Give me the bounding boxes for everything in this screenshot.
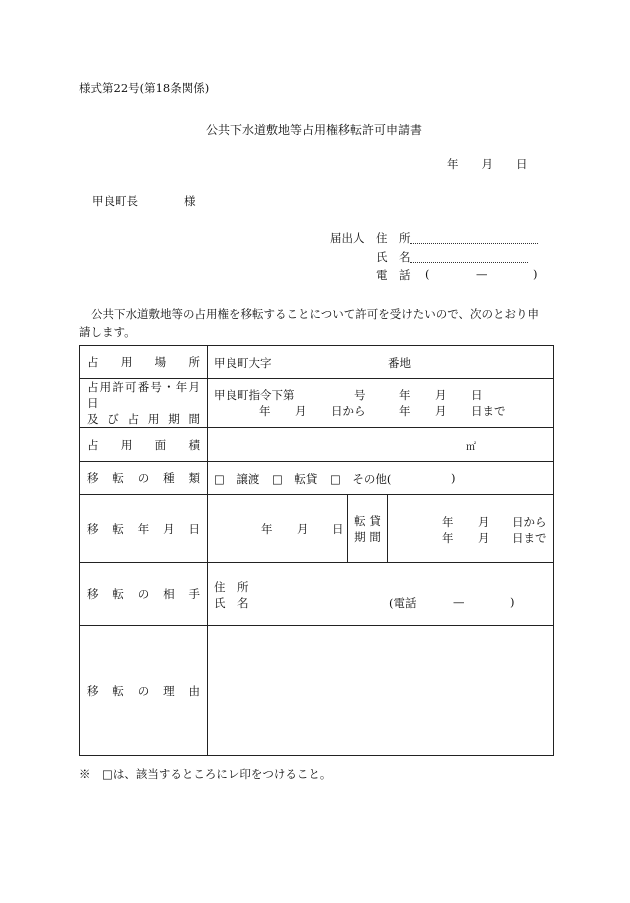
- applicant-phone-open: (: [425, 267, 430, 281]
- sublease-from: 日から: [512, 515, 547, 529]
- area-unit: ㎡: [466, 442, 476, 453]
- applicant-name-line[interactable]: [410, 262, 528, 263]
- permit-month: 月: [435, 388, 447, 402]
- row-area: [80, 428, 554, 462]
- type-option-sublease[interactable]: □ 転貸: [272, 472, 318, 486]
- period-month: 月: [295, 404, 307, 418]
- intro-line-1: 公共下水道敷地等の占用権を移転することについて許可を受けたいので、次のとおり申: [91, 307, 540, 321]
- location-label: 占用場所: [80, 346, 208, 379]
- partner-phone-close: ): [510, 595, 515, 609]
- permit-label-line-2: 及び占用期間: [87, 412, 200, 426]
- type-label: 移転の種類: [80, 462, 208, 495]
- addressee-honorific: 様: [184, 194, 196, 208]
- type-option-transfer[interactable]: □ 譲渡: [214, 472, 260, 486]
- sublease-period-label: [348, 495, 388, 563]
- applicant-address-label: 住 所: [376, 231, 411, 245]
- period-month-2: 月: [435, 404, 447, 418]
- permit-go: 号: [354, 388, 366, 402]
- location-town: 甲良町大字: [214, 356, 272, 370]
- row-partner: [80, 563, 554, 626]
- applicant-phone-dash: —: [476, 267, 488, 281]
- permit-label-line-1: 占用許可番号・年月日: [87, 380, 200, 410]
- partner-phone-dash: —: [453, 595, 465, 609]
- transfer-month: 月: [297, 522, 309, 536]
- type-other-close: ): [451, 471, 456, 485]
- application-table: [79, 345, 554, 756]
- type-value: [208, 462, 554, 495]
- period-from: 日から: [331, 404, 366, 418]
- permit-day: 日: [471, 388, 483, 402]
- applicant-phone-close: ): [533, 267, 538, 281]
- applicant-address-line[interactable]: [410, 243, 538, 244]
- area-label: 占用面積: [80, 428, 208, 462]
- period-until: 日まで: [471, 404, 506, 418]
- row-reason: [80, 626, 554, 756]
- intro-line-2: 請します。: [79, 325, 136, 339]
- applicant-name-label: 氏 名: [376, 250, 411, 264]
- sublease-until: 日まで: [512, 531, 547, 545]
- sublease-label-line-2: 期 間: [354, 529, 381, 544]
- permit-year: 年: [399, 388, 411, 402]
- transfer-date-label: 移転年月日: [80, 495, 208, 563]
- sublease-month-2: 月: [478, 531, 490, 545]
- row-location: [80, 346, 554, 379]
- applicant-label: 届出人: [330, 231, 365, 245]
- sublease-month-1: 月: [478, 515, 490, 529]
- partner-label: 移転の相手: [80, 563, 208, 626]
- permit-label: [80, 379, 208, 428]
- permit-value[interactable]: [208, 379, 554, 428]
- partner-phone: (電話: [389, 596, 417, 610]
- transfer-year: 年: [261, 522, 273, 536]
- addressee: 甲良町長: [92, 194, 138, 208]
- partner-value[interactable]: [208, 563, 554, 626]
- partner-name-label: 氏 名: [214, 596, 249, 610]
- location-value[interactable]: [208, 346, 554, 379]
- type-option-other[interactable]: □ その他(: [330, 472, 392, 486]
- footnote: ※ □は、該当するところにレ印をつけること。: [79, 767, 332, 781]
- reason-value[interactable]: [208, 626, 554, 756]
- document-title: 公共下水道敷地等占用権移転許可申請書: [206, 123, 423, 137]
- sublease-period-value[interactable]: [388, 495, 554, 563]
- sublease-year-1: 年: [442, 515, 454, 529]
- applicant-phone-label: 電 話: [376, 268, 411, 282]
- period-year-2: 年: [399, 404, 411, 418]
- area-value[interactable]: [208, 428, 554, 462]
- row-type: [80, 462, 554, 495]
- partner-address-label: 住 所: [214, 580, 249, 594]
- permit-prefix: 甲良町指令下第: [214, 388, 295, 402]
- period-year: 年: [259, 404, 271, 418]
- form-number: 様式第22号(第18条関係): [79, 81, 210, 95]
- location-banchi: 番地: [388, 356, 411, 370]
- row-permit: [80, 379, 554, 428]
- transfer-date-value[interactable]: [208, 495, 348, 563]
- transfer-day: 日: [332, 522, 344, 536]
- sublease-year-2: 年: [442, 531, 454, 545]
- date-line: 年 月 日: [447, 157, 528, 171]
- sublease-label-line-1: 転 貸: [354, 513, 381, 528]
- reason-label: 移転の理由: [80, 626, 208, 756]
- row-transfer-date: [80, 495, 554, 563]
